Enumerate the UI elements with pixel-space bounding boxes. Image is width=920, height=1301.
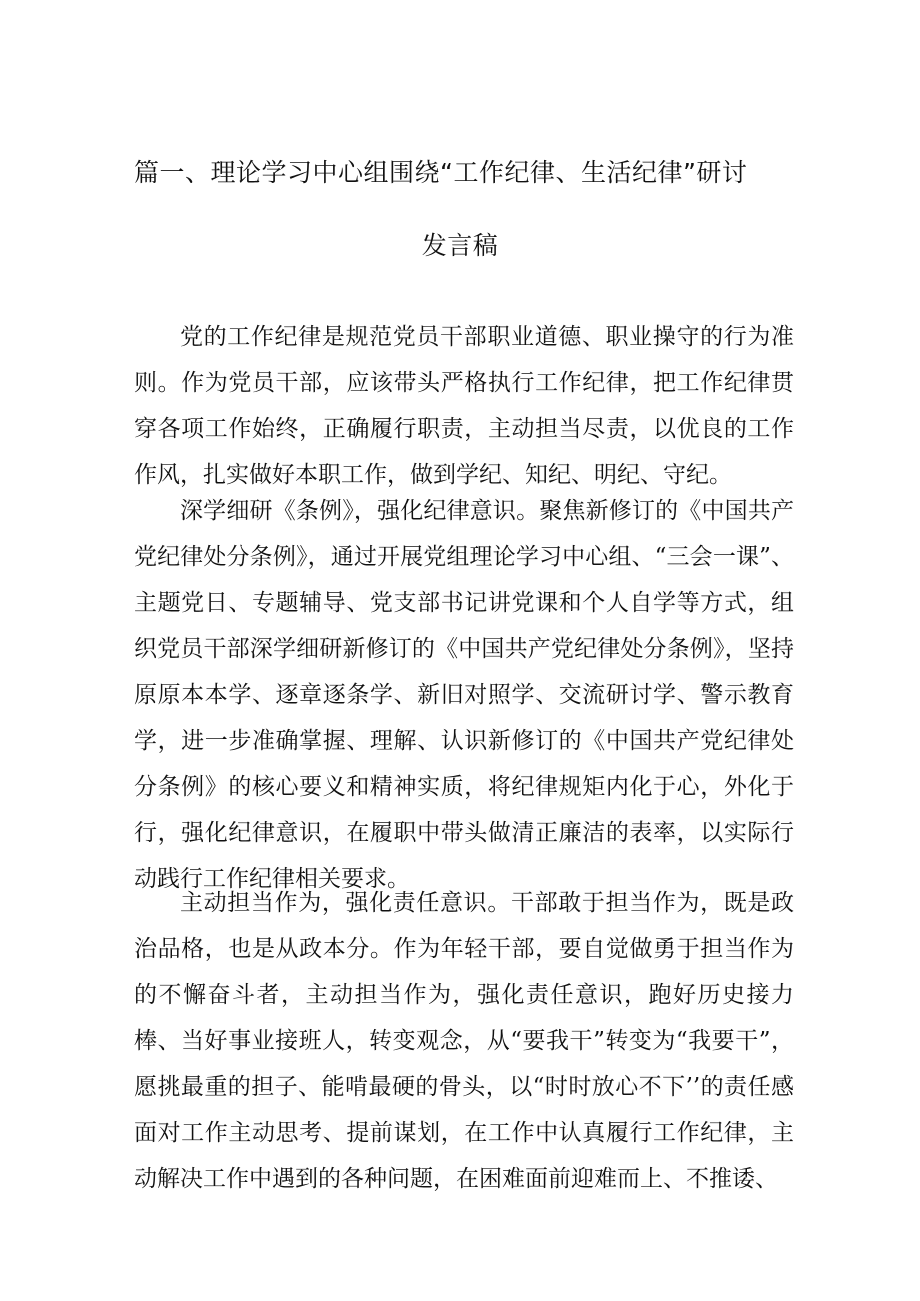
document-title-line-1: 篇一、理论学习中心组围绕“工作纪律、生活纪律”研讨 — [134, 158, 748, 187]
paragraph-3-block — [134, 880, 794, 1202]
document-title-line-2: 发言稿 — [421, 231, 499, 260]
paragraph-1-block — [134, 314, 794, 498]
paragraph-2: 深学细研《条例》，强化纪律意识。聚焦新修订的《中国共产党纪律处分条例》，通过开展党组理论学习中心组、“三会一课”、主题党日、专题辅导、党支部书记讲党课和个人自学等方式，组织党员干部深学细研新修订的《中国共产党纪律处分条例》，坚持原原本本学、逐章逐条学、新旧对照学、交流研讨学、警示教育学，进一步准确掌握、理解、认识新修订的《中国共产党纪律处分条例》的核心要义和精神实质，将纪律规矩内化于心，外化于行，强化纪律意识，在履职中带头做清正廉洁的表率，以实际行动践行工作纪律相关要求。 — [134, 498, 794, 892]
paragraph-3: 主动担当作为，强化责任意识。干部敢于担当作为，既是政治品格，也是从政本分。作为年轻干部，要自觉做勇于担当作为的不懈奋斗者，主动担当作为，强化责任意识，跑好历史接力棒、当好事业接班人，转变观念，从“要我干”转变为“我要干”，愿挑最重的担子、能啃最硬的骨头，以“时时放心不下’’的责任感面对工作主动思考、提前谋划，在工作中认真履行工作纪律，主动解决工作中遇到的各种问题，在困难面前迎难而上、不推诿、 — [134, 890, 794, 1192]
paragraph-2-block — [134, 488, 794, 902]
paragraph-1: 党的工作纪律是规范党员干部职业道德、职业操守的行为准则。作为党员干部，应该带头严格执行工作纪律，把工作纪律贯穿各项工作始终，正确履行职责，主动担当尽责，以优良的工作作风，扎实做好本职工作，做到学纪、知纪、明纪、守纪。 — [134, 324, 794, 488]
